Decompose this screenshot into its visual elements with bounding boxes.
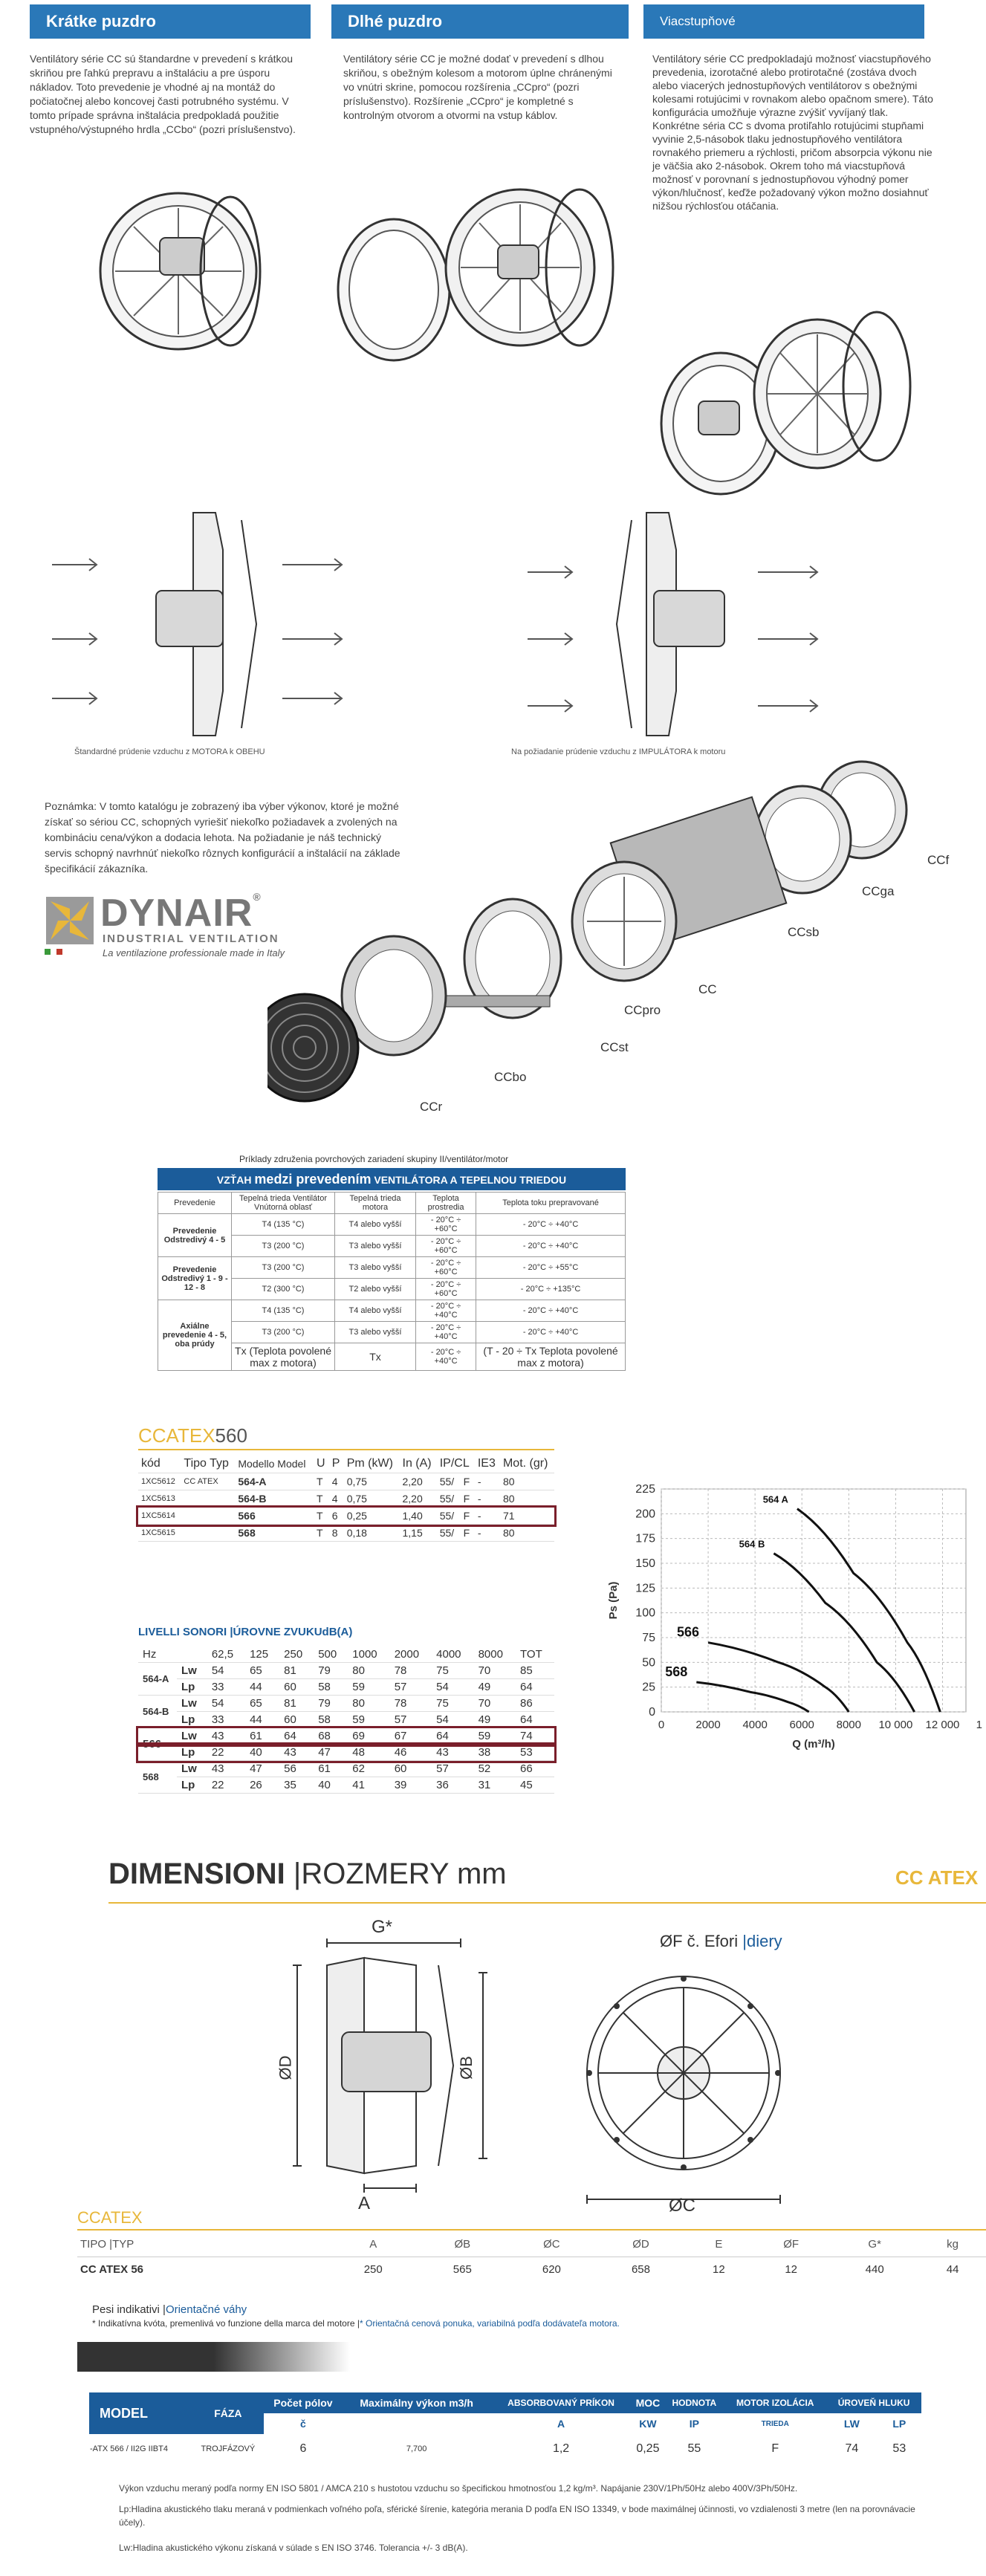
table-row: 568 Lw 43 47 56 61 62 60 57 52 66 [138,1761,554,1777]
x-tick-label: 2000 [695,1719,721,1731]
airflow-impeller-to-motor-diagram [520,505,832,743]
text-short-casing: Ventilátory série CC sú štandardne v prevedení s krátkou skriňou pre ľahkú prepravu a inštaláciu a pre úsporu nákladov. Toto prevedenie je vhodné aj na montáž do počiatočnej alebo koncovej časti potrubného systému. V tomto prípade správna inštalácia predpokladá použitie vstupného/výstupného hrdla „CCbo“ (pozri príslušenstvo). [30,53,296,135]
brand-tagline: La ventilazione professionale made in Italy [103,947,285,958]
sound-levels-title: LIVELLI SONORI |ÚROVNE ZVUKUdB(A) [138,1626,353,1638]
dim-label-c: ØC [669,2196,695,2216]
short-casing-fan-image [89,186,290,357]
dimensions-divider [108,1902,986,1904]
dimensions-badge: CC ATEX [895,1866,979,1889]
ccatex-dim-underline [77,2229,986,2231]
caption-motor-side: Štandardné prúdenie vzduchu z MOTORA k OBEHU [74,747,265,756]
dim-label-f: ØF č. Efori |diery [660,1932,782,1950]
table-row: 1XC5612 CC ATEX 564-A T 4 0,75 2,20 55/ F - 80 [138,1473,554,1490]
x-axis-label: Q (m³/h) [792,1738,835,1751]
x-tick-label: 8000 [836,1719,861,1731]
section-divider-bar [77,2342,986,2372]
series-label: 568 [665,1664,688,1679]
y-tick-label: 75 [642,1632,655,1644]
table-row: Lp 33 44 60 58 59 57 54 49 64 [138,1712,554,1728]
footnote-3: Lw:Hladina akustického výkonu získaná v súlade s EN ISO 3746. Tolerancia +/- 3 dB(A). [119,2543,468,2553]
side-view-drawing [267,1921,520,2210]
header-multistage: Viacstupňové [643,4,924,39]
y-tick-label: 0 [649,1706,655,1719]
y-tick-label: 225 [635,1483,655,1496]
footnote-2: Lp:Hladina akustického tlaku meraná v podmienkach voľného poľa, sférické šírenie, kategória merania D podľa EN ISO 13349, v bode maximálnej účinnosti, vo vzdialenosti 3 metre (len na porovnávacie účely). [119,2504,915,2528]
accessory-ccpro-label: CCpro [624,1003,661,1017]
table-row: 1XC5615 568 T 8 0,18 1,15 55/ F - 80 [138,1525,554,1542]
table-row: 564-B Lw 54 65 81 79 80 78 75 70 86 [138,1696,554,1712]
accessory-ccr-label: CCr [420,1100,443,1114]
ccatex-dim-title: CCATEX [77,2208,143,2227]
accessories-exploded-view [267,758,966,1129]
catalog-note: Poznámka: V tomto katalógu je zobrazený iba výber výkonov, ktoré je možné získať so sériou CC, schopných vyriešiť niekoľko požiadavek a zvolených na kombináciu cena/výkon a dodacia lehota. Na požiadanie je náš technický servis schopný navrhnúť niekoľko rôznych konfigurácií a inštalácií na základe špecifikácií zákazníka. [45,800,400,875]
table-row: 1XC5613 564-B T 4 0,75 2,20 55/ F - 80 [138,1490,554,1508]
multistage-fan-image [654,305,921,505]
caption-impeller-side: Na požiadanie prúdenie vzduchu z IMPULÁTORA k motoru [511,747,726,756]
temp-class-table: Prevedenie Tepelná trieda Ventilátor Vnútorná oblasť Tepelná trieda motora Teplota prostredia Teplota toku prepravované Prevedenie Odstredivý 4 - 5 T4 (135 °C) T4 alebo vyšší - 20°C ÷ +60°C - 20°C ÷ +40°C T3 (200 °C) T3 alebo vyšší - 20°C ÷ +60°C - 20°C ÷ +40°C Prevedenie Odstredivý 1 - 9 - 12 - 8 T3 (200 °C) T3 alebo vyšší - 20°C ÷ +60°C - 20°C ÷ +55°C T2 (300 °C) T2 alebo vyšší - 20°C ÷ +60°C - 20°C ÷ +135°C Axiálne prevedenie 4 - 5, oba prúdy T4 (135 °C) T4 alebo vyšší - 20°C ÷ +40°C - 20°C ÷ +40°C T3 (200 °C) T3 alebo vyšší - 20°C ÷ +40°C - 20°C ÷ +40°C Tx (Teplota povolené max z motora) Tx - 20°C ÷ +40°C (T - 20 ÷ Tx Teplota povolené max z motora) [158,1192,626,1371]
brand-subtitle: INDUSTRIAL VENTILATION [103,932,279,945]
x-tick-label: 1 [976,1719,982,1731]
y-tick-label: 25 [642,1681,655,1694]
y-axis-label: Ps (Pa) [607,1581,620,1620]
weights-note: Pesi indikativi |Orientačné váhy [92,2303,247,2316]
long-casing-fan-image [327,178,632,372]
x-tick-label: 0 [658,1719,665,1731]
y-tick-label: 50 [642,1656,655,1670]
x-tick-label: 10 000 [878,1719,913,1731]
table-row: -ATX 566 / II2G IIBT4 TROJFÁZOVÝ 6 7,700 1,2 0,25 55 F 74 53 [90,2442,906,2455]
ccatex-spec-table: kód Tipo Typ Modello Model U P Pm (kW) In (A) IP/CL IE3 Mot. (gr) 1XC5612 CC ATEX 564-A T 4 0,75 2,20 55/ F - 80 1XC5613 564-B T 4 0,75 2,20 55/ F - 80 1XC5614 566 T 6 0,25 1,40 55/ F - 71 1XC5615 568 T 8 0,18 1,15 55/ F - 80 [138,1455,554,1542]
x-tick-label: 4000 [742,1719,768,1731]
series-label: 564 B [739,1538,765,1550]
brand-name: DYNAIR® [100,891,262,935]
ccatex-title: CCATEX560 [138,1424,247,1447]
series-label: 566 [677,1624,700,1640]
front-view-drawing [572,1962,795,2214]
x-tick-label: 12 000 [925,1719,960,1731]
fan-logo-icon [45,895,95,946]
y-tick-label: 200 [635,1508,655,1521]
y-tick-label: 150 [635,1557,655,1570]
dimensions-table: TIPO |TYP A ØB ØC ØD E ØF G* kg CC ATEX 56 250 565 620 658 12 12 440 44 [77,2232,986,2282]
dimensions-title: DIMENSIONI |ROZMERY mm [108,1858,507,1890]
header-long-casing: Dlhé puzdro [331,4,629,39]
accessory-ccga-label: CCga [862,884,895,898]
table-row: Lp 33 44 60 58 59 57 54 49 64 [138,1679,554,1696]
temp-table-caption: Príklady združenia povrchových zariadení skupiny II/ventilátor/motor [239,1154,509,1164]
airflow-motor-to-impeller-diagram [45,505,357,743]
motor-note: * Indikatívna kvóta, premenlivá vo funzione della marca del motore |* Orientačná cenová ponuka, variabilná podľa dodávateľa motora. [92,2318,620,2329]
temp-table-banner: VZŤAH medzi prevedením VENTILÁTORA A TEPELNOU TRIEDOU [158,1168,626,1190]
italy-flag-icon [45,949,62,955]
text-long-casing: Ventilátory série CC je možné dodať v prevedení s dlhou skriňou, s obežným kolesom a motorom úplne chránenými vo vnútri skrine, pomocou rozšírenia „CCpro“ (pozri príslušenstvo). Rozšírenie „CCpro“ je kompletné s kontrolným otvorom a otvormi na vstup káblov. [343,53,612,121]
sound-levels-table: Hz 62,5 125 250 500 1000 2000 4000 8000 TOT 564-A Lw 54 65 81 79 80 78 75 70 85 Lp 33 44 60 58 59 57 54 49 64 564-B Lw 54 65 81 79 80 78 75 70 86 Lp 33 44 60 58 59 57 54 49 64 566 Lw 43 61 64 68 69 67 64 59 74 Lp 22 40 43 47 48 46 43 38 53 568 Lw 43 47 56 61 62 60 57 52 66 Lp 22 26 35 40 41 39 36 31 45 [138,1647,554,1794]
table-row-highlighted: Lp 22 40 43 47 48 46 43 38 53 [138,1745,554,1761]
table-row-highlighted: 1XC5614 566 T 6 0,25 1,40 55/ F - 71 [138,1508,554,1525]
dim-label-g: G* [372,1917,393,1937]
header-short-casing: Krátke puzdro [30,4,311,39]
series-label: 564 A [762,1493,788,1505]
table-row: Lp 22 26 35 40 41 39 36 31 45 [138,1777,554,1794]
dim-label-b: ØB [456,2056,476,2080]
accessory-ccsb-label: CCsb [788,925,820,939]
table-row: CC ATEX 56 250 565 620 658 12 12 440 44 [80,2263,959,2276]
model-table: MODEL FÁZA Počet pólov Maximálny výkon m3/h ABSORBOVANÝ PRÍKON MOC HODNOTA MOTOR IZOLÁCIA ÚROVEŇ HLUKU č A KW IP TRIEDA LW LP -ATX 566 / II2G IIBT4 TROJFÁZOVÝ 6 7,700 1,2 0,25 55 F 74 53 [89,2392,921,2464]
x-tick-label: 6000 [789,1719,814,1731]
accessory-ccst-label: CCst [600,1040,629,1054]
dim-label-d: ØD [276,2055,295,2080]
text-multistage: Ventilátory série CC predpokladajú možnosť viacstupňového prevedenia, izorotačné alebo protirotačné (zostáva dvoch alebo viacerých jednostupňových ventilátorov s obežnými kolesami rotujúcimi v rovnakom alebo opačnom smere). Táto konfigurácia umožňuje výrazne zvýšiť vyvíjaný tlak. Konkrétne séria CC s dvoma protiľahlo rotujúcimi stupňami vyvinie 2,5-násobok tlaku jednostupňového ventilátora rovnakého priemeru a rýchlosti, pričom absorpcia výkonu nie je väčšia ako 2-násobok. Okrem toho má viacstupňová možnosť v porovnaní s jednostupňovou výhodný pomer výkon/hlučnosť, keďže požadovaný výkon možno dosiahnuť nižšou rýchlosťou otáčania. [652,53,933,212]
table-row: 564-A Lw 54 65 81 79 80 78 75 70 85 [138,1663,554,1679]
accessory-cc-label: CC [698,982,717,996]
table-row-highlighted: 566 Lw 43 61 64 68 69 67 64 59 74 [138,1728,554,1745]
dim-label-a: A [358,2193,371,2213]
ccatex-title-underline [138,1449,554,1450]
y-tick-label: 175 [635,1532,655,1545]
y-tick-label: 125 [635,1582,655,1595]
footnote-1: Výkon vzduchu meraný podľa normy EN ISO 5801 / AMCA 210 s hustotou vzduchu so špecifickou hmotnosťou 1,2 kg/m³. Napájanie 230V/1Ph/50Hz alebo 400V/3Ph/50Hz. [119,2483,798,2494]
accessory-ccbo-label: CCbo [494,1070,527,1084]
y-tick-label: 100 [635,1606,655,1620]
accessory-ccf-label: CCf [927,853,950,867]
performance-curve-chart [602,1479,986,1761]
